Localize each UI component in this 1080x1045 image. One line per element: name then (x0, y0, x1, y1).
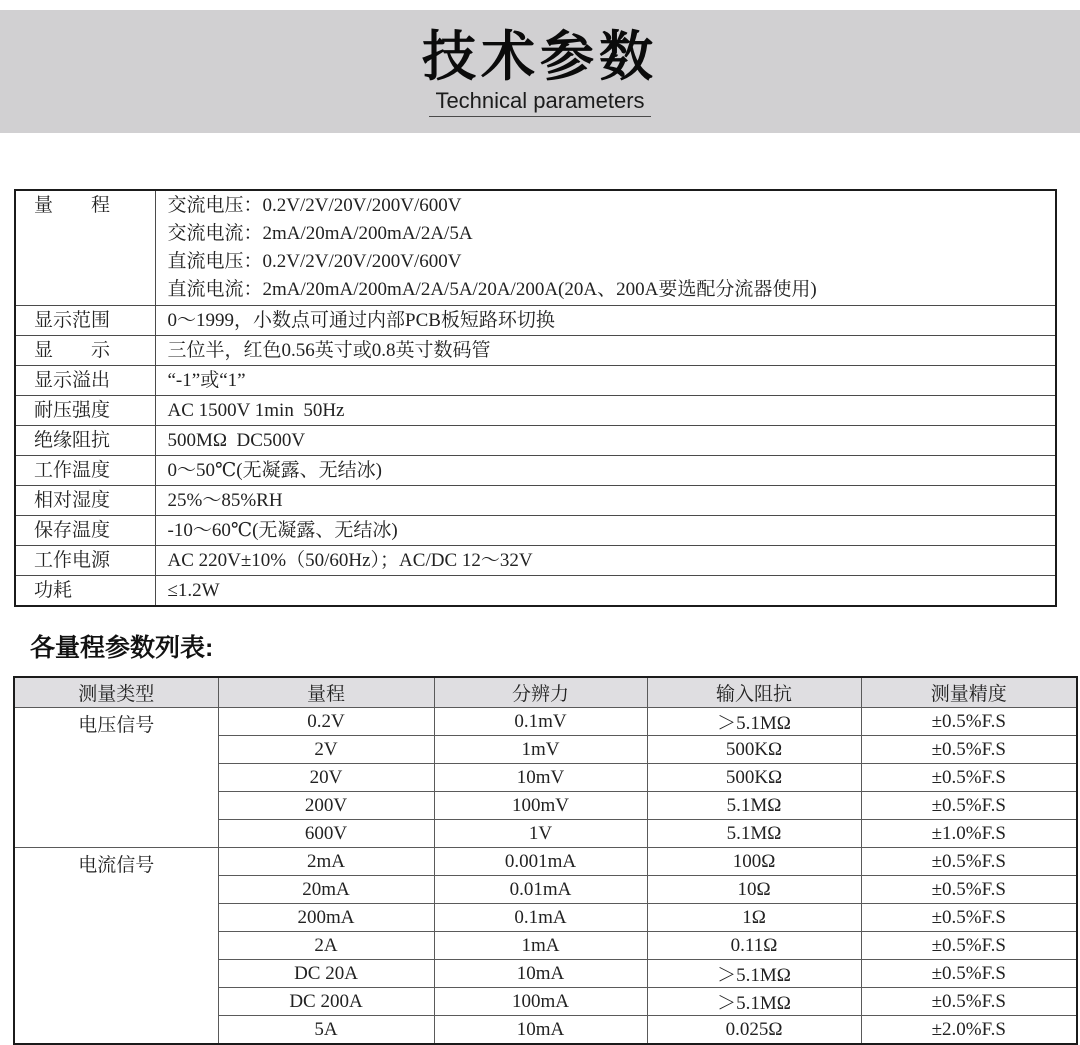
spec-value: 0～1999，小数点可通过内部PCB板短路环切换 (155, 306, 1056, 336)
range-cell: ±2.0%F.S (861, 1016, 1077, 1045)
spec-value: ≤1.2W (155, 576, 1056, 607)
column-header: 量程 (218, 677, 434, 708)
page-subtitle-row (0, 84, 1080, 117)
spec-value: -10～60℃(无凝露、无结冰) (155, 516, 1056, 546)
spec-label: 工作电源 (15, 546, 155, 576)
range-cell: ＞5.1MΩ (647, 960, 861, 988)
range-table (13, 676, 1078, 1045)
header-band (0, 10, 1080, 133)
spec-row (15, 486, 1056, 516)
range-row (14, 848, 1077, 876)
range-cell: 1Ω (647, 904, 861, 932)
range-cell: 0.001mA (434, 848, 647, 876)
section-heading: 各量程参数列表: (30, 634, 214, 662)
range-header-row (14, 677, 1077, 708)
spec-table (14, 189, 1057, 607)
spec-row (15, 546, 1056, 576)
range-cell: ±0.5%F.S (861, 988, 1077, 1016)
range-cell: 2mA (218, 848, 434, 876)
spec-label: 耐压强度 (15, 396, 155, 426)
spec-value-line: 直流电流：2mA/20mA/200mA/2A/5A/20A/200A(20A、200A要选配分流器使用) (167, 279, 817, 300)
spec-value-line: 直流电压：0.2V/2V/20V/200V/600V (167, 251, 462, 272)
range-cell: 20V (218, 764, 434, 792)
spec-row (15, 366, 1056, 396)
range-cell: 100mV (434, 792, 647, 820)
spec-value: 500MΩ DC500V (155, 426, 1056, 456)
range-cell: 100Ω (647, 848, 861, 876)
range-cell: ±0.5%F.S (861, 764, 1077, 792)
range-cell: 200mA (218, 904, 434, 932)
range-cell: ±0.5%F.S (861, 904, 1077, 932)
spec-row (15, 516, 1056, 546)
range-cell: 1V (434, 820, 647, 848)
column-header: 输入阻抗 (647, 677, 861, 708)
range-cell: 20mA (218, 876, 434, 904)
range-cell: ±0.5%F.S (861, 960, 1077, 988)
spec-label: 功耗 (15, 576, 155, 607)
range-cell: ±0.5%F.S (861, 736, 1077, 764)
range-cell: 0.01mA (434, 876, 647, 904)
range-cell: 10mA (434, 1016, 647, 1045)
range-cell: 2V (218, 736, 434, 764)
spec-label: 量 程 (15, 190, 155, 306)
range-cell: 100mA (434, 988, 647, 1016)
page-title: 技术参数 (422, 27, 658, 87)
spec-label: 保存温度 (15, 516, 155, 546)
spec-value: AC 220V±10%（50/60Hz）；AC/DC 12～32V (155, 546, 1056, 576)
column-header: 分辨力 (434, 677, 647, 708)
range-cell: ±0.5%F.S (861, 876, 1077, 904)
spec-label: 显 示 (15, 336, 155, 366)
range-cell: 1mA (434, 932, 647, 960)
spec-row (15, 456, 1056, 486)
spec-row (15, 396, 1056, 426)
spec-label: 绝缘阻抗 (15, 426, 155, 456)
range-cell: 500KΩ (647, 736, 861, 764)
range-cell: ±1.0%F.S (861, 820, 1077, 848)
range-cell: ±0.5%F.S (861, 932, 1077, 960)
range-cell: 0.11Ω (647, 932, 861, 960)
range-cell: DC 20A (218, 960, 434, 988)
spec-value: “-1”或“1” (155, 366, 1056, 396)
measurement-type: 电压信号 (14, 708, 218, 848)
range-cell: 0.1mA (434, 904, 647, 932)
range-cell: 600V (218, 820, 434, 848)
range-cell: 10mV (434, 764, 647, 792)
spec-value: 0～50℃(无凝露、无结冰) (155, 456, 1056, 486)
range-cell: ＞5.1MΩ (647, 988, 861, 1016)
range-cell: 5.1MΩ (647, 820, 861, 848)
spec-value: 三位半，红色0.56英寸或0.8英寸数码管 (155, 336, 1056, 366)
spec-value: 25%～85%RH (155, 486, 1056, 516)
range-cell: 0.025Ω (647, 1016, 861, 1045)
range-cell: 500KΩ (647, 764, 861, 792)
measurement-type: 电流信号 (14, 848, 218, 1045)
range-cell: ±0.5%F.S (861, 708, 1077, 736)
spec-value (155, 190, 1056, 306)
range-cell: 2A (218, 932, 434, 960)
spec-row (15, 306, 1056, 336)
range-cell: 1mV (434, 736, 647, 764)
spec-row (15, 336, 1056, 366)
range-cell: 5A (218, 1016, 434, 1045)
range-cell: 0.1mV (434, 708, 647, 736)
range-cell: 0.2V (218, 708, 434, 736)
range-cell: ±0.5%F.S (861, 792, 1077, 820)
range-cell: ±0.5%F.S (861, 848, 1077, 876)
spec-row (15, 576, 1056, 607)
spec-row (15, 190, 1056, 306)
spec-label: 相对湿度 (15, 486, 155, 516)
spec-value-line: 交流电压：0.2V/2V/20V/200V/600V (167, 195, 462, 216)
range-cell: 5.1MΩ (647, 792, 861, 820)
spec-value-line: 交流电流：2mA/20mA/200mA/2A/5A (167, 223, 473, 244)
range-cell: 10Ω (647, 876, 861, 904)
spec-row (15, 426, 1056, 456)
spec-label: 显示范围 (15, 306, 155, 336)
range-cell: 10mA (434, 960, 647, 988)
spec-label: 工作温度 (15, 456, 155, 486)
range-cell: DC 200A (218, 988, 434, 1016)
column-header: 测量类型 (14, 677, 218, 708)
range-cell: ＞5.1MΩ (647, 708, 861, 736)
range-row (14, 708, 1077, 736)
spec-label: 显示溢出 (15, 366, 155, 396)
page-subtitle: Technical parameters (429, 89, 650, 117)
spec-value: AC 1500V 1min 50Hz (155, 396, 1056, 426)
column-header: 测量精度 (861, 677, 1077, 708)
range-cell: 200V (218, 792, 434, 820)
